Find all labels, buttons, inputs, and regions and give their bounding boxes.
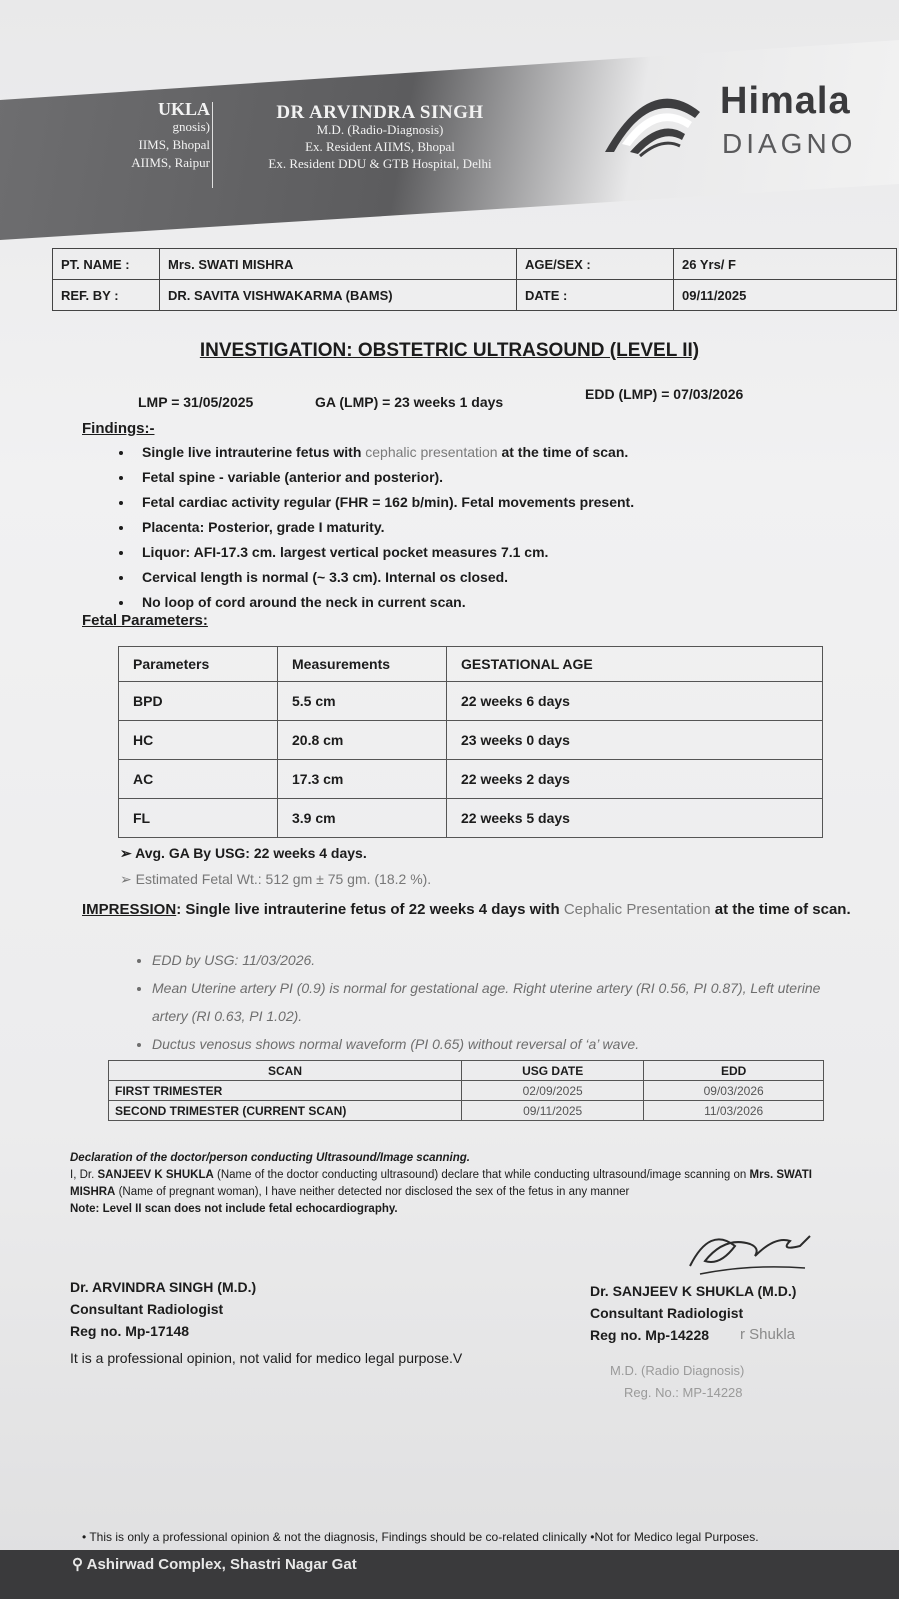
left-signatory-role: Consultant Radiologist: [70, 1301, 224, 1317]
stamp-name: r Shukla: [740, 1326, 796, 1343]
declaration-note: Note: Level II scan does not include fetal echocardiography.: [70, 1203, 398, 1215]
patient-name: Mrs. SWATI MISHRA: [160, 249, 517, 280]
scan-cell: SECOND TRIMESTER (CURRENT SCAN): [109, 1101, 462, 1121]
fp-cell: 23 weeks 0 days: [447, 721, 823, 760]
mid-doctor-name: DR ARVINDRA SINGH: [276, 102, 484, 123]
finding-item: [134, 440, 894, 465]
mid-doctor-line2: Ex. Resident AIIMS, Bhopal: [305, 139, 455, 154]
arrow-icon: ➢: [120, 871, 136, 887]
lmp-value: LMP = 31/05/2025: [138, 394, 254, 410]
fetal-parameters-heading: Fetal Parameters:: [82, 612, 208, 629]
scan-cell: 11/03/2026: [644, 1101, 824, 1121]
fp-cell: HC: [119, 721, 278, 760]
left-doctor-line3: AIIMS, Raipur: [131, 155, 210, 170]
mid-doctor-block: [220, 104, 540, 172]
fetal-parameters-table: [118, 646, 823, 838]
stamp-qualification: M.D. (Radio Diagnosis): [610, 1363, 745, 1378]
left-signatory-name: Dr. ARVINDRA SINGH (M.D.): [70, 1279, 257, 1295]
fp-cell: 22 weeks 5 days: [447, 799, 823, 838]
edd-lmp-value: EDD (LMP) = 07/03/2026: [585, 386, 744, 402]
impression-presentation: Cephalic Presentation: [563, 901, 711, 918]
name-label: PT. NAME :: [53, 249, 160, 280]
fp-cell: 22 weeks 6 days: [447, 682, 823, 721]
ga-summary: [120, 840, 431, 892]
mountain-logo-icon: [600, 82, 705, 172]
ref-label: REF. BY :: [53, 280, 160, 311]
left-doctor-line2: IIMS, Bhopal: [138, 137, 210, 152]
scan-cell: 09/11/2025: [462, 1101, 644, 1121]
declaration-text: (Name of pregnant woman), I have neither detected nor disclosed the sex of the fetus in any manner: [115, 1186, 630, 1198]
avg-ga-line: [120, 840, 431, 866]
left-doctor-line1: gnosis): [172, 119, 210, 134]
signature-icon: [680, 1216, 820, 1286]
footer-disclaimer: • This is only a professional opinion & not the diagnosis, Findings should be co-related clinically •Not for Medico legal Purposes.: [82, 1530, 759, 1544]
impression-text: at the time of scan.: [710, 901, 851, 918]
ref-doctor: DR. SAVITA VISHWAKARMA (BAMS): [160, 280, 517, 311]
avg-ga-text: Avg. GA By USG: 22 weeks 4 days.: [135, 845, 367, 861]
finding-item: • Placenta: Posterior, grade I maturity.: [134, 515, 894, 540]
impression-point: • EDD by USG: 11/03/2026.: [152, 946, 852, 974]
right-signatory-role: Consultant Radiologist: [590, 1305, 744, 1321]
scan-cell: FIRST TRIMESTER: [109, 1081, 462, 1101]
finding-text: Single live intrauterine fetus with: [142, 444, 366, 460]
impression-text: : Single live intrauterine fetus of 22 weeks 4 days with: [176, 901, 564, 918]
table-row: [109, 1101, 824, 1121]
finding-text: at the time of scan.: [497, 444, 629, 460]
impression-block: [82, 898, 862, 922]
fp-header-cell: Parameters: [119, 647, 278, 682]
table-row: [119, 721, 823, 760]
finding-item: • No loop of cord around the neck in current scan.: [134, 590, 894, 615]
finding-item: • Liquor: AFI-17.3 cm. largest vertical pocket measures 7.1 cm.: [134, 540, 894, 565]
declaration-heading: Declaration of the doctor/person conducting Ultrasound/Image scanning.: [70, 1152, 470, 1164]
arrow-icon: ➢: [120, 845, 136, 861]
fp-cell: BPD: [119, 682, 278, 721]
location-pin-icon: ⚲: [72, 1556, 87, 1573]
efw-text: Estimated Fetal Wt.: 512 gm ± 75 gm. (18.2 %).: [135, 871, 432, 887]
finding-item: • Fetal cardiac activity regular (FHR = 162 b/min). Fetal movements present.: [134, 490, 894, 515]
patient-age: 26 Yrs/ F: [674, 249, 897, 280]
declaration-patient: Mrs. SWATI MISHRA: [70, 1169, 812, 1198]
ga-value: GA (LMP) = 23 weeks 1 days: [315, 394, 504, 410]
impression-label: IMPRESSION: [82, 901, 177, 918]
date-label: DATE :: [517, 280, 674, 311]
mid-doctor-line3: Ex. Resident DDU & GTB Hospital, Delhi: [268, 156, 492, 171]
table-row: [109, 1081, 824, 1101]
fp-cell: 17.3 cm: [278, 760, 447, 799]
header-divider: [212, 102, 213, 188]
left-doctor-name: UKLA: [157, 99, 210, 119]
finding-presentation: cephalic presentation: [365, 444, 498, 460]
table-row: [119, 760, 823, 799]
scan-history-table: [108, 1060, 824, 1121]
impression-point: • Ductus venosus shows normal waveform (PI 0.65) without reversal of ‘a’ wave.: [152, 1030, 852, 1058]
right-signatory-reg: Reg no. Mp-14228: [590, 1327, 710, 1343]
fp-cell: FL: [119, 799, 278, 838]
left-signatory-reg: Reg no. Mp-17148: [70, 1323, 190, 1339]
fp-cell: 20.8 cm: [278, 721, 447, 760]
declaration-block: [70, 1150, 860, 1218]
declaration-text: I, Dr.: [70, 1169, 98, 1181]
finding-item: • Fetal spine - variable (anterior and posterior).: [134, 465, 894, 490]
fp-cell: 5.5 cm: [278, 682, 447, 721]
findings-list: [112, 440, 894, 615]
table-row: [119, 799, 823, 838]
brand-subtitle: DIAGNO: [722, 128, 857, 159]
declaration-doctor: SANJEEV K SHUKLA: [97, 1169, 214, 1181]
findings-heading: Findings:-: [82, 420, 155, 437]
left-signatory: [70, 1276, 256, 1342]
fp-cell: AC: [119, 760, 278, 799]
right-signatory-name: Dr. SANJEEV K SHUKLA (M.D.): [590, 1283, 797, 1299]
impression-point: • Mean Uterine artery PI (0.9) is normal for gestational age. Right uterine artery (RI 0.56, PI 0.87), Left uterine artery (RI 0.63, PI 1.02).: [152, 974, 852, 1030]
patient-info-table: [52, 248, 897, 311]
investigation-title: [0, 340, 899, 362]
table-row: [119, 682, 823, 721]
declaration-body: [70, 1167, 860, 1201]
stamp-block: [606, 1360, 744, 1404]
age-label: AGE/SEX :: [517, 249, 674, 280]
scan-cell: 09/03/2026: [644, 1081, 824, 1101]
efw-line: [120, 866, 431, 892]
report-date: 09/11/2025: [674, 280, 897, 311]
scan-header-cell: USG DATE: [462, 1061, 644, 1081]
opinion-text: It is a professional opinion, not valid for medico legal purpose.V: [70, 1350, 463, 1366]
impression-points: [130, 946, 852, 1058]
footer-address: Ashirwad Complex, Shastri Nagar Gat: [86, 1556, 357, 1573]
scan-header-cell: EDD: [644, 1061, 824, 1081]
mid-doctor-line1: M.D. (Radio-Diagnosis): [316, 122, 444, 137]
fp-header-cell: Measurements: [278, 647, 447, 682]
scan-cell: 02/09/2025: [462, 1081, 644, 1101]
brand-name: Himala: [720, 80, 851, 122]
fp-cell: 22 weeks 2 days: [447, 760, 823, 799]
left-doctor-block: [60, 100, 210, 172]
fp-cell: 3.9 cm: [278, 799, 447, 838]
declaration-text: (Name of the doctor conducting ultrasound) declare that while conducting ultrasound/image scanning on: [213, 1169, 750, 1181]
footer-address-bar: [0, 1550, 899, 1599]
finding-item: • Cervical length is normal (~ 3.3 cm). Internal os closed.: [134, 565, 894, 590]
fp-header-cell: GESTATIONAL AGE: [447, 647, 823, 682]
scan-header-cell: SCAN: [109, 1061, 462, 1081]
stamp-reg: Reg. No.: MP-14228: [624, 1385, 743, 1400]
investigation-title-text: INVESTIGATION: OBSTETRIC ULTRASOUND (LEVEL II): [199, 340, 700, 361]
